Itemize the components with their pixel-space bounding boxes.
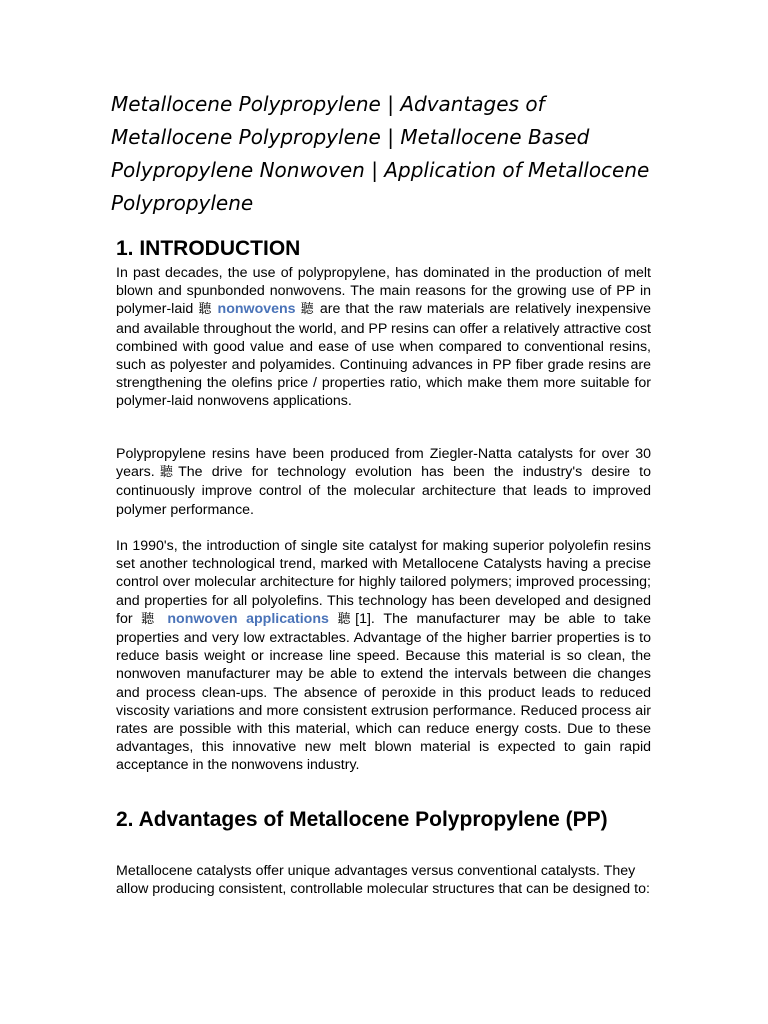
nonwoven-applications-link[interactable]: nonwoven applications — [167, 610, 329, 627]
nonwovens-link[interactable]: nonwovens — [217, 301, 296, 318]
intro-p3-text-before: In 1990's, the introduction of single site catalyst for making superior polyolefin resins set another technological trend, marked with Metallocene Catalysts having a precise control over molecular architecture for highly tailored polymers; improved processing; and properties for all polyolefins. This technology has been developed and designed for — [116, 538, 651, 627]
section-heading-advantages: 2. Advantages of Metallocene Polypropylene (PP) — [116, 808, 608, 831]
intro-p2-text-after: The drive for technology evolution has been the industry's desire to continuously improve control of the molecular architecture that leads to improved polymer performance. — [116, 464, 651, 518]
intro-p3-glyph-1: 聽 — [141, 611, 159, 627]
intro-p2-text-before: Polypropylene resins have been produced from Ziegler-Natta catalysts for over 30 years. — [116, 446, 651, 481]
intro-p1-glyph-1: 聽 — [198, 302, 213, 318]
intro-p3-text-after: [1]. The manufacturer may be able to take properties and very low extractables. Advantage of the higher barrier properties is to reduce basis weight or increase line speed. Because this material is so clean, the nonwoven manufacturer may be able to extend the intervals between die changes and process clean-ups. The absence of peroxide in this product leads to reduced viscosity variations and more consistent extrusion performance. Reduced process air rates are possible with this material, which can reduce energy costs. Due to these advantages, this innovative new melt blown material is expected to gain rapid acceptance in the nonwovens industry. — [116, 610, 651, 774]
section-heading-introduction: 1. INTRODUCTION — [116, 237, 301, 260]
intro-p1-text-before: In past decades, the use of polypropylene, has dominated in the production of melt blown and spunbonded nonwovens. The main reasons for the growing use of PP in polymer-laid — [116, 265, 651, 318]
intro-paragraph-1 — [116, 264, 651, 411]
intro-p1-glyph-2: 聽 — [300, 302, 315, 318]
intro-paragraph-3 — [116, 537, 651, 775]
document-title: Metallocene Polypropylene | Advantages of Metallocene Polypropylene | Metallocene Based Polypropylene Nonwoven | Application of Metallocene Polypropylene — [111, 92, 650, 215]
intro-paragraph-2 — [116, 445, 651, 519]
intro-p2-glyph: 聽 — [154, 465, 179, 481]
advantages-paragraph-1: Metallocene catalysts offer unique advantages versus conventional catalysts. They allow producing consistent, controllable molecular structures that can be designed to: — [116, 863, 650, 898]
intro-p3-glyph-2: 聽 — [337, 611, 356, 627]
intro-p1-text-after: are that the raw materials are relatively inexpensive and available throughout the world, and PP resins can offer a relatively attractive cost combined with good value and ease of use when compared to conventional resins, such as polyester and polyamides. Continuing advances in PP fiber grade resins are strengthening the olefins price / properties ratio, which make them more suitable for polymer-laid nonwovens applications. — [116, 301, 651, 410]
